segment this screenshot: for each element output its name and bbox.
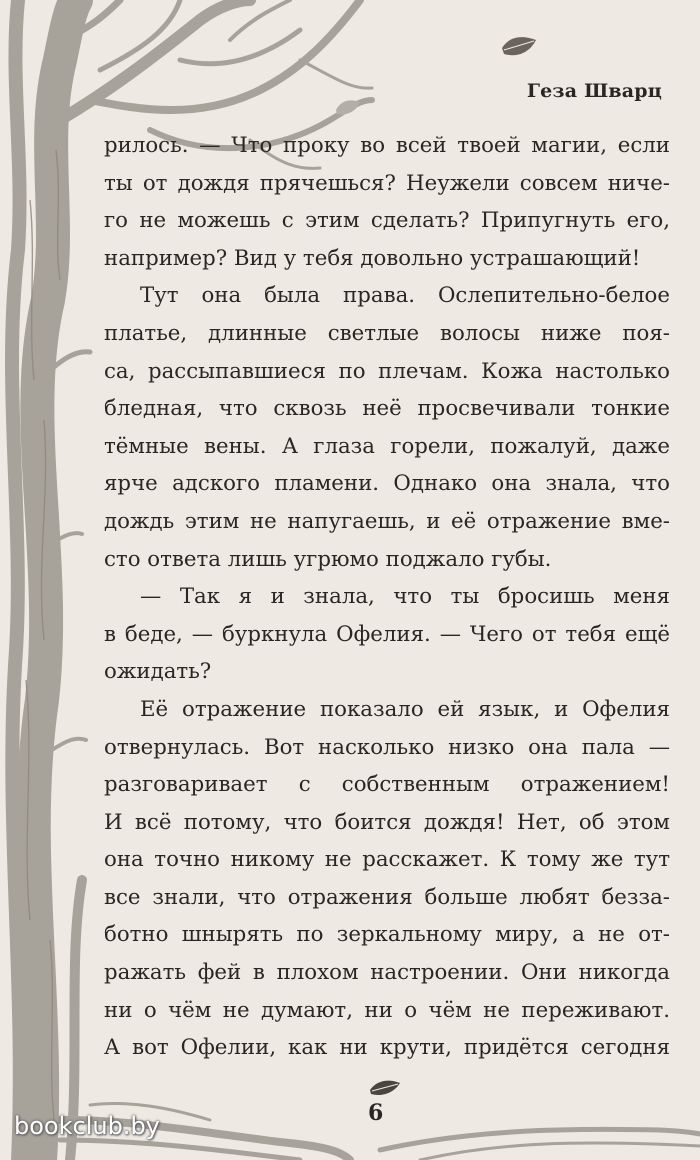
- running-header-author: Геза Шварц: [526, 80, 662, 102]
- text-line: все знали, что отражения больше любят безза-: [104, 884, 670, 910]
- text-line: го не можешь с этим сделать? Припугнуть его,: [104, 208, 670, 234]
- text-line: отвернулась. Вот насколько низко она пала —: [104, 734, 670, 760]
- text-line: ярче адского пламени. Однако она знала, что: [104, 471, 670, 497]
- text-line: ботно шнырять по зеркальному миру, а не от-: [104, 922, 670, 948]
- text-line: сто ответа лишь угрюмо поджало губы.: [104, 546, 552, 572]
- text-line: Тут она была права. Ослепительно-белое: [140, 283, 670, 309]
- watermark: bookclub.by: [14, 1112, 160, 1140]
- text-line: платье, длинные светлые волосы ниже поя-: [104, 320, 670, 346]
- text-line: ожидать?: [104, 659, 212, 685]
- leaf-icon: [500, 34, 538, 60]
- text-line: ни о чём не думают, ни о чём не переживают.: [104, 997, 670, 1023]
- text-line: А вот Офелии, как ни крути, придётся сегодня: [104, 1035, 670, 1061]
- text-line: И всё потому, что боится дождя! Нет, об этом: [104, 809, 670, 835]
- text-line: дождь этим не напугаешь, и её отражение вме-: [104, 508, 670, 534]
- text-line: например? Вид у тебя довольно устрашающий!: [104, 245, 641, 271]
- text-line: ты от дождя прячешься? Неужели совсем ниче-: [104, 170, 670, 196]
- text-line: тёмные вены. А глаза горели, пожалуй, даже: [104, 433, 670, 459]
- body-text: [104, 127, 670, 1067]
- text-line: са, рассыпавшиеся по плечам. Кожа настолько: [104, 358, 670, 384]
- text-line: бледная, что сквозь неё просвечивали тонкие: [104, 396, 670, 422]
- text-line: ражать фей в плохом настроении. Они никогда: [104, 960, 670, 986]
- text-line: разговаривает с собственным отражением!: [104, 772, 670, 798]
- leaf-icon: [368, 1078, 402, 1098]
- page-number: 6: [368, 1100, 384, 1126]
- leaf-icon: [334, 98, 362, 118]
- text-line: она точно никому не расскажет. К тому же тут: [104, 847, 670, 873]
- text-line: рилось. — Что проку во всей твоей магии, если: [104, 133, 670, 158]
- text-line: — Так я и знала, что ты бросишь меня: [140, 584, 670, 610]
- text-line: Её отражение показало ей язык, и Офелия: [140, 696, 670, 722]
- text-line: в беде, — буркнула Офелия. — Чего от тебя ещё: [104, 621, 670, 647]
